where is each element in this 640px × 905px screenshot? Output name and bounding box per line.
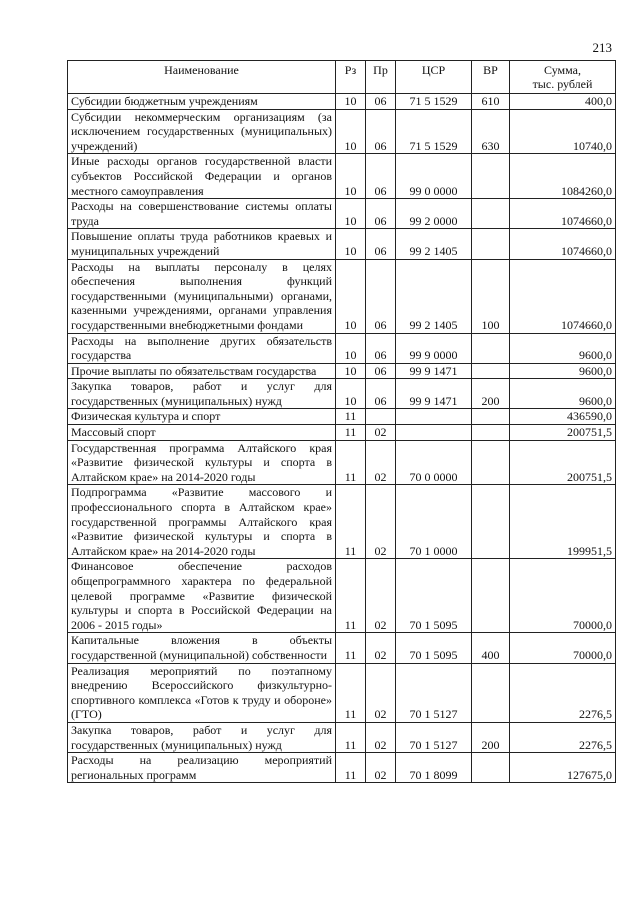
cell-pr: 02: [366, 633, 396, 663]
table-header-row: [68, 61, 616, 94]
cell-vr: [472, 440, 510, 485]
cell-sum: 200751,5: [510, 425, 616, 441]
cell-rz: 10: [336, 379, 366, 409]
table-row: [68, 154, 616, 199]
cell-rz: 10: [336, 94, 366, 110]
cell-rz: 11: [336, 753, 366, 783]
cell-vr: [472, 333, 510, 363]
cell-sum: 200751,5: [510, 440, 616, 485]
cell-vr: [472, 485, 510, 559]
cell-pr: 06: [366, 379, 396, 409]
cell-vr: [472, 559, 510, 633]
table-row: [68, 199, 616, 229]
cell-csr: 70 1 5095: [396, 633, 472, 663]
table-row: [68, 333, 616, 363]
cell-pr: 06: [366, 259, 396, 333]
cell-pr: 02: [366, 425, 396, 441]
cell-name: Прочие выплаты по обязательствам государства: [68, 363, 336, 379]
cell-vr: [472, 663, 510, 722]
table-row: [68, 440, 616, 485]
header-csr: ЦСР: [396, 61, 472, 94]
cell-name: Реализация мероприятий по поэтапному внедрению Всероссийского физкультурно-спортивного комплекса «Готов к труду и обороне» (ГТО): [68, 663, 336, 722]
header-vr: ВР: [472, 61, 510, 94]
cell-sum: 70000,0: [510, 559, 616, 633]
cell-csr: 70 0 0000: [396, 440, 472, 485]
cell-name: Государственная программа Алтайского края «Развитие физической культуры и спорта в Алтайском крае» на 2014-2020 годы: [68, 440, 336, 485]
cell-rz: 11: [336, 559, 366, 633]
cell-csr: [396, 425, 472, 441]
table-row: [68, 425, 616, 441]
cell-sum: 9600,0: [510, 379, 616, 409]
cell-vr: 630: [472, 109, 510, 154]
cell-vr: [472, 229, 510, 259]
cell-rz: 11: [336, 633, 366, 663]
cell-name: Закупка товаров, работ и услуг для государственных (муниципальных) нужд: [68, 379, 336, 409]
cell-name: Расходы на реализацию мероприятий региональных программ: [68, 753, 336, 783]
table-row: [68, 94, 616, 110]
cell-csr: [396, 409, 472, 425]
cell-pr: 02: [366, 722, 396, 752]
table-row: [68, 633, 616, 663]
cell-rz: 10: [336, 109, 366, 154]
cell-sum: 199951,5: [510, 485, 616, 559]
cell-sum: 127675,0: [510, 753, 616, 783]
cell-csr: 71 5 1529: [396, 109, 472, 154]
header-rz: Рз: [336, 61, 366, 94]
table-row: [68, 485, 616, 559]
cell-pr: 06: [366, 229, 396, 259]
cell-name: Закупка товаров, работ и услуг для государственных (муниципальных) нужд: [68, 722, 336, 752]
cell-rz: 10: [336, 333, 366, 363]
cell-rz: 11: [336, 722, 366, 752]
cell-sum: 1074660,0: [510, 199, 616, 229]
cell-sum: 436590,0: [510, 409, 616, 425]
header-sum-line1: Сумма,: [544, 63, 581, 77]
cell-sum: 9600,0: [510, 333, 616, 363]
cell-name: Субсидии бюджетным учреждениям: [68, 94, 336, 110]
cell-name: Финансовое обеспечение расходов общепрограммного характера по федеральной целевой программе «Развитие физической культуры и спорта в Российской Федерации на 2006 - 2015 годы»: [68, 559, 336, 633]
cell-vr: 400: [472, 633, 510, 663]
cell-name: Капитальные вложения в объекты государственной (муниципальной) собственности: [68, 633, 336, 663]
header-sum-line2: тыс. рублей: [532, 77, 593, 91]
cell-rz: 11: [336, 485, 366, 559]
cell-vr: [472, 425, 510, 441]
table-row: [68, 663, 616, 722]
cell-pr: 06: [366, 333, 396, 363]
header-name: Наименование: [68, 61, 336, 94]
table-row: [68, 259, 616, 333]
cell-rz: 10: [336, 229, 366, 259]
cell-pr: 02: [366, 485, 396, 559]
cell-name: Повышение оплаты труда работников краевых и муниципальных учреждений: [68, 229, 336, 259]
cell-sum: 70000,0: [510, 633, 616, 663]
cell-csr: 70 1 5095: [396, 559, 472, 633]
table-row: [68, 559, 616, 633]
table-row: [68, 109, 616, 154]
header-sum: [510, 61, 616, 94]
cell-name: Субсидии некоммерческим организациям (за исключением государственных (муниципальных) учреждений): [68, 109, 336, 154]
cell-sum: 2276,5: [510, 722, 616, 752]
cell-vr: [472, 199, 510, 229]
cell-sum: 9600,0: [510, 363, 616, 379]
cell-vr: [472, 753, 510, 783]
cell-rz: 10: [336, 154, 366, 199]
cell-sum: 1074660,0: [510, 259, 616, 333]
page-number: 213: [592, 40, 612, 55]
cell-vr: 200: [472, 379, 510, 409]
table-row: [68, 229, 616, 259]
cell-vr: [472, 154, 510, 199]
cell-name: Массовый спорт: [68, 425, 336, 441]
cell-csr: 99 2 0000: [396, 199, 472, 229]
cell-csr: 70 1 5127: [396, 663, 472, 722]
table-row: [68, 753, 616, 783]
cell-csr: 99 9 0000: [396, 333, 472, 363]
cell-sum: 1084260,0: [510, 154, 616, 199]
cell-pr: 06: [366, 154, 396, 199]
cell-csr: 71 5 1529: [396, 94, 472, 110]
table-row: [68, 363, 616, 379]
table-row: [68, 409, 616, 425]
cell-pr: 06: [366, 109, 396, 154]
cell-rz: 11: [336, 425, 366, 441]
cell-name: Расходы на выполнение других обязательств государства: [68, 333, 336, 363]
budget-table: [67, 60, 616, 783]
cell-name: Расходы на выплаты персоналу в целях обеспечения выполнения функций государственными (муниципальными) органами, казенными учреждениями, органами управления государственными внебюджетными фондами: [68, 259, 336, 333]
cell-csr: 99 2 1405: [396, 229, 472, 259]
cell-sum: 2276,5: [510, 663, 616, 722]
cell-vr: 610: [472, 94, 510, 110]
cell-vr: [472, 363, 510, 379]
cell-name: Иные расходы органов государственной власти субъектов Российской Федерации и органов местного самоуправления: [68, 154, 336, 199]
cell-vr: 200: [472, 722, 510, 752]
cell-sum: 1074660,0: [510, 229, 616, 259]
cell-pr: 06: [366, 94, 396, 110]
cell-vr: 100: [472, 259, 510, 333]
cell-pr: 06: [366, 363, 396, 379]
cell-sum: 10740,0: [510, 109, 616, 154]
cell-name: Подпрограмма «Развитие массового и профессионального спорта в Алтайском крае» государственной программы Алтайского края «Развитие физической культуры и спорта в Алтайском крае» на 2014-2020 годы: [68, 485, 336, 559]
cell-csr: 70 1 5127: [396, 722, 472, 752]
cell-pr: 02: [366, 663, 396, 722]
cell-sum: 400,0: [510, 94, 616, 110]
cell-name: Расходы на совершенствование системы оплаты труда: [68, 199, 336, 229]
cell-pr: 02: [366, 753, 396, 783]
cell-csr: 99 9 1471: [396, 379, 472, 409]
table-row: [68, 722, 616, 752]
cell-pr: 06: [366, 199, 396, 229]
cell-pr: [366, 409, 396, 425]
cell-rz: 10: [336, 259, 366, 333]
cell-csr: 99 9 1471: [396, 363, 472, 379]
cell-rz: 11: [336, 663, 366, 722]
cell-rz: 10: [336, 199, 366, 229]
cell-vr: [472, 409, 510, 425]
cell-name: Физическая культура и спорт: [68, 409, 336, 425]
table-row: [68, 379, 616, 409]
cell-csr: 70 1 0000: [396, 485, 472, 559]
cell-rz: 11: [336, 440, 366, 485]
header-pr: Пр: [366, 61, 396, 94]
cell-pr: 02: [366, 559, 396, 633]
cell-rz: 10: [336, 363, 366, 379]
cell-csr: 99 0 0000: [396, 154, 472, 199]
cell-csr: 70 1 8099: [396, 753, 472, 783]
cell-rz: 11: [336, 409, 366, 425]
cell-pr: 02: [366, 440, 396, 485]
cell-csr: 99 2 1405: [396, 259, 472, 333]
